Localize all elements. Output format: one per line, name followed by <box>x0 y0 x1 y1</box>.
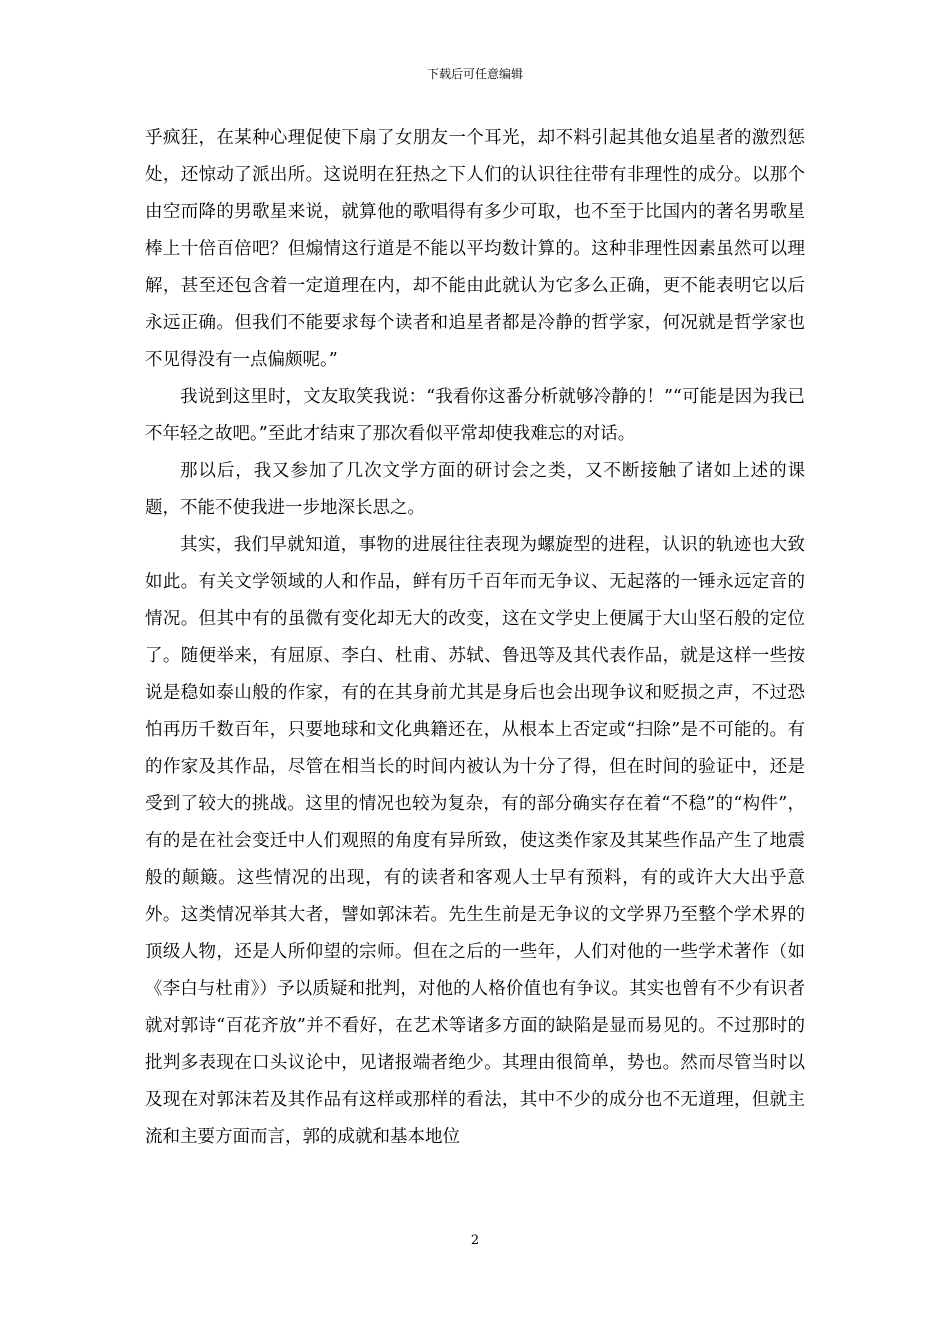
paragraph-continued: 乎疯狂，在某种心理促使下扇了女朋友一个耳光，却不料引起其他女追星者的激烈惩处，还惊动了派出所。这说明在狂热之下人们的认识往往带有非理性的成分。以那个由空而降的男歌星来说，就算他的歌唱得有多少可取，也不至于比国内的著名男歌星棒上十倍百倍吧？但煽情这行道是不能以平均数计算的。这种非理性因素虽然可以理解，甚至还包含着一定道理在内，却不能由此就认为它多么正确，更不能表明它以后永远正确。但我们不能要求每个读者和追星者都是冷静的哲学家，何况就是哲学家也不见得没有一点偏颇呢。” <box>145 128 805 370</box>
paragraph: 我说到这里时，文友取笑我说：“我看你这番分析就够冷静的！”“可能是因为我已不年轻之故吧。”至此才结束了那次看似平常却使我难忘的对话。 <box>145 387 805 444</box>
body-text <box>145 120 805 1156</box>
paragraph: 那以后，我又参加了几次文学方面的研讨会之类，又不断接触了诸如上述的课题，不能不使我进一步地深长思之。 <box>145 461 805 518</box>
paragraph: 其实，我们早就知道，事物的进展往往表现为螺旋型的进程，认识的轨迹也大致如此。有关文学领域的人和作品，鲜有历千百年而无争议、无起落的一锤永远定音的情况。但其中有的虽微有变化却无大的改变，这在文学史上便属于大山坚石般的定位了。随便举来，有屈原、李白、杜甫、苏轼、鲁迅等及其代表作品，就是这样一些按说是稳如泰山般的作家，有的在其身前尤其是身后也会出现争议和贬损之声，不过恐怕再历千数百年，只要地球和文化典籍还在，从根本上否定或“扫除”是不可能的。有的作家及其作品，尽管在相当长的时间内被认为十分了得，但在时间的验证中，还是受到了较大的挑战。这里的情况也较为复杂，有的部分确实存在着“不稳”的“构件”，有的是在社会变迁中人们观照的角度有异所致，使这类作家及其某些作品产生了地震般的颠簸。这些情况的出现，有的读者和客观人士早有预料，有的或许大大出乎意外。这类情况举其大者，譬如郭沫若。先生生前是无争议的文学界乃至整个学术界的顶级人物，还是人所仰望的宗师。但在之后的一些年，人们对他的一些学术著作（如《李白与杜甫》）予以质疑和批判，对他的人格价值也有争议。其实也曾有不少有识者就对郭诗“百花齐放”并不看好，在艺术等诸多方面的缺陷是显而易见的。不过那时的批判多表现在口头议论中，见诸报端者绝少。其理由很简单，势也。然而尽管当时以及现在对郭沫若及其作品有这样或那样的看法，其中不少的成分也不无道理，但就主流和主要方面而言，郭的成就和基本地位 <box>145 535 805 1147</box>
page-header: 下载后可任意编辑 <box>426 67 523 81</box>
page-number: 2 <box>470 1233 480 1248</box>
